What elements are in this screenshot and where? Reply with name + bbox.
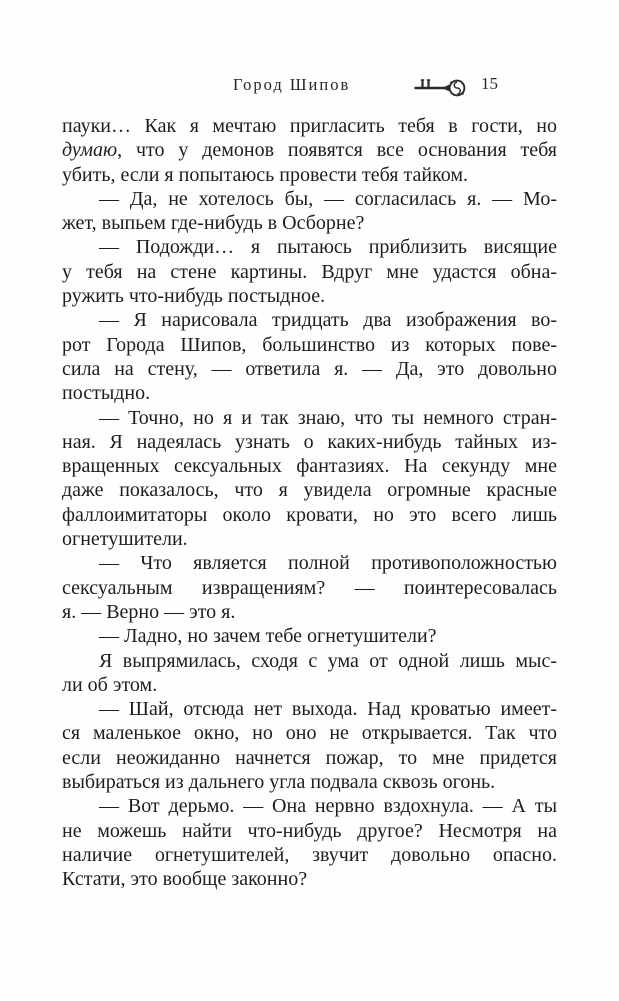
text-line: если неожиданно начнется пожар, то мне придется	[62, 746, 557, 769]
text-line: думаю, что у демонов появятся все основания тебя	[62, 139, 557, 162]
text-line: даже показалось, что я увидела огромные красные	[62, 479, 557, 502]
text-line: сексуальным извращениям? — поинтересовалась	[62, 576, 557, 599]
text-line: — Подожди… я пытаюсь приблизить висящие	[99, 236, 557, 259]
key-icon	[413, 74, 467, 98]
paragraph	[62, 406, 557, 552]
text-line: — Я нарисовала тридцать два изображения во-	[99, 309, 557, 332]
text-line: — Шай, отсюда нет выхода. Над кроватью имеет-	[99, 698, 557, 721]
page-number: 15	[481, 74, 498, 93]
text-line: ружить что-нибудь постыдное.	[62, 285, 326, 308]
text-line: огнетушители.	[62, 528, 188, 551]
text-line: ная. Я надеялась узнать о каких-нибудь тайных из-	[62, 430, 557, 453]
text-line: Кстати, это вообще законно?	[62, 868, 308, 891]
text-line: у тебя на стене картины. Вдруг мне удастся обна-	[62, 260, 557, 283]
paragraph	[62, 551, 557, 624]
text-line: пауки… Как я мечтаю пригласить тебя в гости, но	[62, 115, 557, 137]
paragraph	[62, 235, 557, 308]
paragraph	[62, 624, 557, 648]
paragraph	[62, 794, 557, 891]
text-line: убить, если я попытаюсь провести тебя тайком.	[62, 163, 469, 186]
text-line: ся маленькое окно, но оно не открывается. Так что	[62, 722, 557, 745]
text-line: рот Города Шипов, большинство из которых пове-	[62, 333, 557, 356]
text-line: жет, выпьем где-нибудь в Осборне?	[62, 212, 365, 235]
text-line: сила на стену, — ответила я. — Да, это довольно	[62, 357, 557, 380]
running-title: Город Шипов	[233, 75, 351, 94]
text-line: — Вот дерьмо. — Она нервно вздохнула. — А ты	[99, 795, 557, 818]
text-line: постыдно.	[62, 382, 151, 405]
paragraph	[62, 697, 557, 794]
text-line: наличие огнетушителей, звучит довольно опасно.	[62, 843, 557, 866]
text-line: вращенных сексуальных фантазиях. На секунду мне	[62, 455, 557, 478]
paragraph	[62, 308, 557, 405]
text-line: — Точно, но я и так знаю, что ты немного стран-	[99, 406, 557, 429]
text-line: — Что является полной противоположностью	[99, 552, 557, 575]
paragraph	[62, 649, 557, 698]
text-line: не можешь найти что-нибудь другое? Несмотря на	[62, 819, 557, 842]
paragraph	[62, 114, 557, 187]
text-block	[62, 114, 557, 892]
text-line: — Ладно, но зачем тебе огнетушители?	[99, 625, 437, 648]
text-line: Я выпрямилась, сходя с ума от одной лишь мыс-	[99, 649, 557, 672]
text-line: я. — Верно — это я.	[62, 600, 236, 623]
text-line: фаллоимитаторы около кровати, но это всего лишь	[62, 503, 557, 526]
page-header	[0, 0, 619, 110]
text-line: ли об этом.	[62, 673, 158, 696]
text-line: — Да, не хотелось бы, — согласилась я. — Мо-	[99, 187, 557, 210]
text-line: выбираться из дальнего угла подвала сквозь огонь.	[62, 771, 496, 794]
paragraph	[62, 187, 557, 236]
